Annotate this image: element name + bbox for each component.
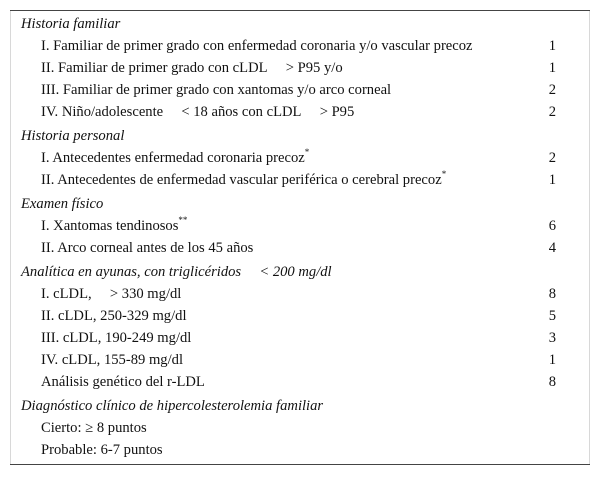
scoring-table: [10, 10, 590, 465]
table-row: [10, 237, 590, 259]
table-row: [10, 327, 590, 349]
table-row: [10, 169, 590, 191]
row-score: 3: [548, 330, 556, 346]
section-heading: Historia personal: [21, 128, 125, 144]
row-label: Análisis genético del r-LDL: [41, 374, 205, 390]
section-heading: Historia familiar: [21, 16, 121, 32]
row-score: 1: [548, 38, 556, 54]
row-score: 1: [548, 172, 556, 188]
table-row: [10, 371, 590, 393]
row-label: IV. Niño/adolescente < 18 años con cLDL > P95: [41, 104, 355, 120]
row-label: I. Antecedentes enfermedad coronaria precoz*: [41, 147, 310, 166]
row-label: Cierto: ≥ 8 puntos: [41, 420, 147, 436]
table-row: [10, 101, 590, 123]
row-label: II. Familiar de primer grado con cLDL > P95 y/o: [41, 60, 343, 76]
table-row: [10, 35, 590, 57]
table-row: [10, 305, 590, 327]
table-row: [10, 57, 590, 79]
section-heading: Analítica en ayunas, con triglicéridos < 200 mg/dl: [21, 264, 332, 280]
table-row: [10, 147, 590, 169]
table-row: [10, 417, 590, 439]
row-label: III. Familiar de primer grado con xantomas y/o arco corneal: [41, 82, 392, 98]
row-label: I. cLDL, > 330 mg/dl: [41, 286, 182, 302]
section-heading: Diagnóstico clínico de hipercolesterolemia familiar: [21, 398, 324, 414]
row-label: II. cLDL, 250-329 mg/dl: [41, 308, 187, 324]
row-score: 8: [548, 286, 556, 302]
row-label: I. Familiar de primer grado con enfermedad coronaria y/o vascular precoz: [41, 38, 473, 54]
row-score: 8: [548, 374, 556, 390]
table-row: [10, 283, 590, 305]
row-score: 6: [548, 218, 556, 234]
row-score: 1: [548, 60, 556, 76]
row-score: 2: [548, 82, 556, 98]
row-label: Probable: 6-7 puntos: [41, 442, 163, 458]
row-score: 2: [548, 150, 556, 166]
row-label: IV. cLDL, 155-89 mg/dl: [41, 352, 184, 368]
footnote-marker: *: [441, 169, 447, 180]
footnote-marker: **: [178, 215, 188, 226]
row-score: 2: [548, 104, 556, 120]
table-row: [10, 349, 590, 371]
table-row: [10, 215, 590, 237]
footnote-marker: *: [304, 147, 310, 158]
row-label: I. Xantomas tendinosos**: [41, 215, 188, 234]
row-label: II. Arco corneal antes de los 45 años: [41, 240, 254, 256]
row-label: III. cLDL, 190-249 mg/dl: [41, 330, 192, 346]
table-row: [10, 79, 590, 101]
row-score: 1: [548, 352, 556, 368]
section-heading: Examen físico: [21, 196, 104, 212]
row-label: II. Antecedentes de enfermedad vascular periférica o cerebral precoz*: [41, 169, 447, 188]
table-row: [10, 439, 590, 461]
row-score: 4: [548, 240, 556, 256]
row-score: 5: [548, 308, 556, 324]
